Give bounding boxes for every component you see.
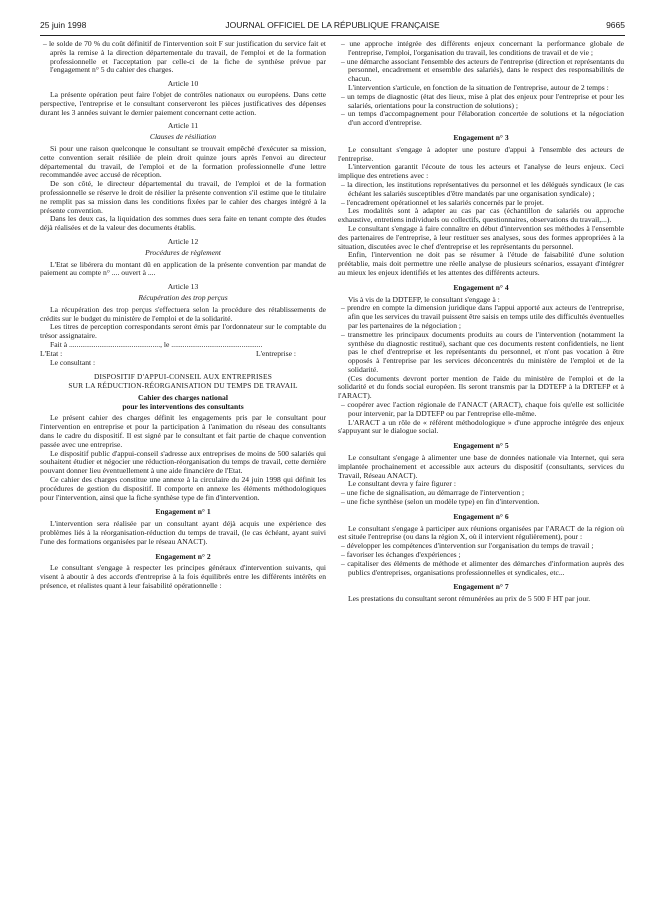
engagement-5-paragraph: Le consultant s'engage à alimenter une base de données nationale via Internet, qui sera implantée prochainement et accessible aux acteurs du dispositif (consultants, services du Travail, Réseau ANACT).: [338, 453, 624, 480]
phase-item: – un temps d'accompagnement pour l'élaboration concertée de solutions et la négociation d'un accord d'entreprise.: [341, 109, 624, 128]
header-journal-title: JOURNAL OFFICIEL DE LA RÉPUBLIQUE FRANÇAISE: [225, 20, 440, 30]
meeting-goal-item: – favoriser les échanges d'expériences ;: [341, 550, 461, 560]
page-header: [40, 20, 625, 32]
signature-place-date: Fait à ................................................, le ................................................: [50, 340, 263, 349]
engagement-2-text: Le consultant s'engage à respecter les principes généraux d'intervention suivants, qui visent à aboutir à des accords d'entreprise à la fois équilibrés entre les différents intérêts en présence, et réalistes quant à leur faisabilité opérationnelle :: [40, 563, 326, 591]
article-13-paragraph: Les titres de perception correspondants seront émis par l'ordonnateur sur le comptable du trésor assignataire.: [40, 322, 326, 341]
article-13-paragraph: La récupération des trop perçus s'effectuera selon la procédure des rétablissements de crédits sur le budget du ministère de l'emploi et de la solidarité.: [40, 304, 326, 323]
engagement-3-heading: Engagement n° 3: [453, 132, 509, 142]
article-10-text: La présente opération peut faire l'objet de contrôles nationaux ou européens. Dans cette perspective, l'entreprise et le consultant conserveront les pièces justificatives des dépenses durant les 3 années suivant le dernier paiement concernant cette action.: [40, 89, 326, 117]
engagement-4-heading: Engagement n° 4: [453, 282, 509, 292]
engagement-5-paragraph: Le consultant devra y faire figurer :: [348, 479, 456, 489]
article-11-paragraph: De son côté, le directeur départemental du travail, de l'emploi et de la formation professionnelle se réserve le droit de résilier la présente convention s'il estime que le titulaire ne remplit pas sa mission dans les conditions fixées par le cahier des charges intégré à la présente convention.: [40, 179, 326, 215]
interview-item: – la direction, les institutions représentatives du personnel et les délégués syndicaux (le cas échéant les salariés susceptibles d'être mandatés par une organisation syndicale) ;: [341, 179, 624, 198]
engagement-3-paragraph: Enfin, l'intervention ne doit pas se résumer à l'étude de faisabilité d'une solution préétablie, mais doit permettre une réelle analyse de plusieurs scénarios, essayant d'intégrer au mieux les enjeux identifiés et les attentes des différents acteurs.: [338, 250, 624, 277]
right-column: [338, 40, 624, 604]
ddtefp-item: – prendre en compte la dimension juridique dans l'appui apporté aux acteurs de l'entreprise, afin que les services du travail puissent être saisis en temps utile des difficultés éventuelles par les partenaires de la négociation ;: [341, 303, 624, 330]
engagement-3-paragraph: Le consultant s'engage à adopter une posture d'appui à l'ensemble des acteurs de l'entreprise.: [338, 144, 624, 163]
engagement-7-heading: Engagement n° 7: [453, 582, 509, 592]
intervention-phases-intro: L'intervention s'articule, en fonction de la situation de l'entreprise, autour de 2 temps :: [348, 82, 609, 92]
meeting-goal-item: – capitaliser des éléments de méthode et alimenter des démarches d'information auprès des publics d'entreprises, organisations professionnelles et syndicales, etc...: [341, 558, 624, 577]
article-13-heading: Article 13: [167, 282, 199, 292]
article-12-heading: Article 12: [167, 236, 199, 246]
signature-state: L'Etat :: [40, 349, 63, 358]
signature-row: [40, 350, 326, 359]
engagement-7-text: Les prestations du consultant seront rémunérées au prix de 5 500 F HT par jour.: [348, 594, 591, 604]
article-11-title: Clauses de résiliation: [149, 132, 217, 142]
engagement-1-text: L'intervention sera réalisée par un consultant ayant déjà acquis une expérience des problèmes liés à la réorganisation-réduction du temps de travail, (le cas échéant, ayant suivi l'une des formations organisées par le réseau ANACT).: [40, 519, 326, 546]
specification-paragraph: Le présent cahier des charges définit les engagements pris par le consultant pour l'intervention en entreprise et pour la participation à l'animation du réseau des consultants dans le cadre du dispositif. Il est signé par le consultant et fait partie de chaque convention passée avec une entreprise.: [40, 413, 326, 449]
engagement-4-intro: Vis à vis de la DDTEFP, le consultant s'engage à :: [348, 294, 500, 304]
payment-balance-item: – le solde de 70 % du coût définitif de l'intervention soit F sur justification du service fait et après la remise à la direction départementale du travail, de l'emploi et de la formation professionnelle et l'acceptation par celle-ci de la fiche de synthèse prévue par l'engagement n° 5 du cahier des charges.: [43, 39, 326, 75]
engagement-6-paragraph: Le consultant s'engage à participer aux réunions organisées par l'ARACT de la région où est située l'entreprise (ou dans la région X, où il intervient régulièrement), pour :: [338, 523, 624, 542]
engagement-3-paragraph: Le consultant s'engage à faire connaître en début d'intervention ses méthodes à l'ensemble des partenaires de l'entreprise, à leur restituer ses analyses, sous des formes appropriées à la situation, discutées avec le chef d'entreprise et les représentants du personnel.: [338, 223, 624, 251]
article-12-title: Procédures de règlement: [145, 247, 221, 257]
signature-consultant: Le consultant :: [50, 358, 96, 367]
engagement-5-heading: Engagement n° 5: [453, 441, 509, 451]
engagement-3-paragraph: L'intervention garantit l'écoute de tous les acteurs et l'analyse de leurs enjeux. Ceci implique des entretiens avec :: [338, 162, 624, 181]
header-date: 25 juin 1998: [40, 20, 87, 30]
principle-item: – une démarche associant l'ensemble des acteurs de l'entreprise (direction et représentants du personnel, encadrement et ensemble des salariés), dans le respect des responsabilités de chacun.: [341, 56, 624, 84]
principle-item: – une approche intégrée des différents enjeux concernant la performance globale de l'entreprise, l'emploi, l'organisation du travail, les conditions de travail et de vie ;: [341, 39, 624, 57]
engagement-4-paragraph: L'ARACT a un rôle de « référent méthodologique » d'une approche intégrée des enjeux s'appuyant sur le dialogue social.: [338, 417, 624, 436]
phase-item: – un temps de diagnostic (état des lieux, mise à plat des enjeux pour l'entreprise et pour les salariés, orientations pour la construction de solutions) ;: [341, 91, 624, 110]
specification-title-line-1: Cahier des charges national: [138, 392, 228, 402]
article-13-title: Récupération des trop perçus: [138, 292, 228, 302]
database-item: – une fiche synthèse (selon un modèle type) en fin d'intervention.: [341, 497, 540, 507]
ddtefp-item: – coopérer avec l'action régionale de l'ANACT (ARACT), chaque fois qu'elle est sollicitée pour intervenir, par la DDTEFP ou par l'entreprise elle-même.: [341, 400, 624, 418]
database-item: – une fiche de signalisation, au démarrage de l'intervention ;: [341, 488, 525, 498]
article-12-text: L'Etat se libérera du montant dû en application de la présente convention par mandat de paiement au compte n° .... ouvert à ....: [40, 259, 326, 278]
engagement-3-paragraph: Les modalités sont à adapter au cas par cas (échantillon de salariés ou approche exhaustive, entretiens individuels ou collectifs, questionnaires, observations du travail,...).: [338, 206, 624, 225]
header-page-number: 9665: [606, 20, 625, 30]
engagement-2-heading: Engagement n° 2: [155, 551, 211, 561]
article-11-paragraph: Si pour une raison quelconque le consultant se trouvait empêché d'exécuter sa mission, cette convention serait résiliée de plein droit quinze jours après l'envoi au directeur départemental du travail, de l'emploi et de la formation professionnelle d'une lettre recommandée avec accusé de réception.: [40, 143, 326, 180]
annex-title-line-2: SUR LA RÉDUCTION-RÉORGANISATION DU TEMPS DE TRAVAIL: [68, 381, 298, 391]
annex-title-line-1: DISPOSITIF D'APPUI-CONSEIL AUX ENTREPRISES: [93, 372, 273, 382]
header-rule: [40, 35, 625, 36]
meeting-goal-item: – développer les compétences d'intervention sur l'organisation du temps de travail ;: [341, 541, 594, 551]
article-11-heading: Article 11: [167, 121, 199, 131]
interview-item: – l'encadrement opérationnel et les salariés concernés par le projet.: [341, 197, 544, 207]
specification-title-line-2: pour les interventions des consultants: [122, 401, 244, 411]
ddtefp-item: – transmettre les principaux documents produits au cours de l'intervention (notamment la synthèse du diagnostic restitué), sachant que ces documents restent confidentiels, ne lient pas le chef d'entreprise et les représentants du personnel, et n'ont pas vocation à être opposés à l'entreprise par les services déconcentrés du ministère de l'emploi et de la solidarité.: [341, 329, 624, 374]
article-11-paragraph: Dans les deux cas, la liquidation des sommes dues sera faite en tenant compte des études déjà réalisées et de la valeur des documents établis.: [40, 214, 326, 233]
left-column: [40, 40, 326, 591]
engagement-6-heading: Engagement n° 6: [453, 511, 509, 521]
specification-paragraph: Le dispositif public d'appui-conseil s'adresse aux entreprises de moins de 500 salariés qui souhaitent étudier et négocier une réduction-réorganisation du temps de travail, cette dernière pouvant donner lieu éventuellement à une aide financière de l'Etat.: [40, 448, 326, 476]
specification-paragraph: Ce cahier des charges constitue une annexe à la circulaire du 24 juin 1998 qui définit les procédures de gestion du dispositif. Il comporte en annexe les éléments méthodologiques pour l'intervention, ainsi que la fiche synthèse type de fin d'intervention.: [40, 475, 326, 502]
article-10-heading: Article 10: [167, 79, 199, 89]
signature-company: L'entreprise :: [256, 349, 296, 358]
engagement-4-note: (Ces documents devront porter mention de l'aide du ministère de l'emploi et de la solidarité et du fonds social européen. Ils seront transmis par la DDTEFP à la DRTEFP et à l'ARACT).: [338, 373, 624, 401]
engagement-1-heading: Engagement n° 1: [155, 507, 211, 517]
